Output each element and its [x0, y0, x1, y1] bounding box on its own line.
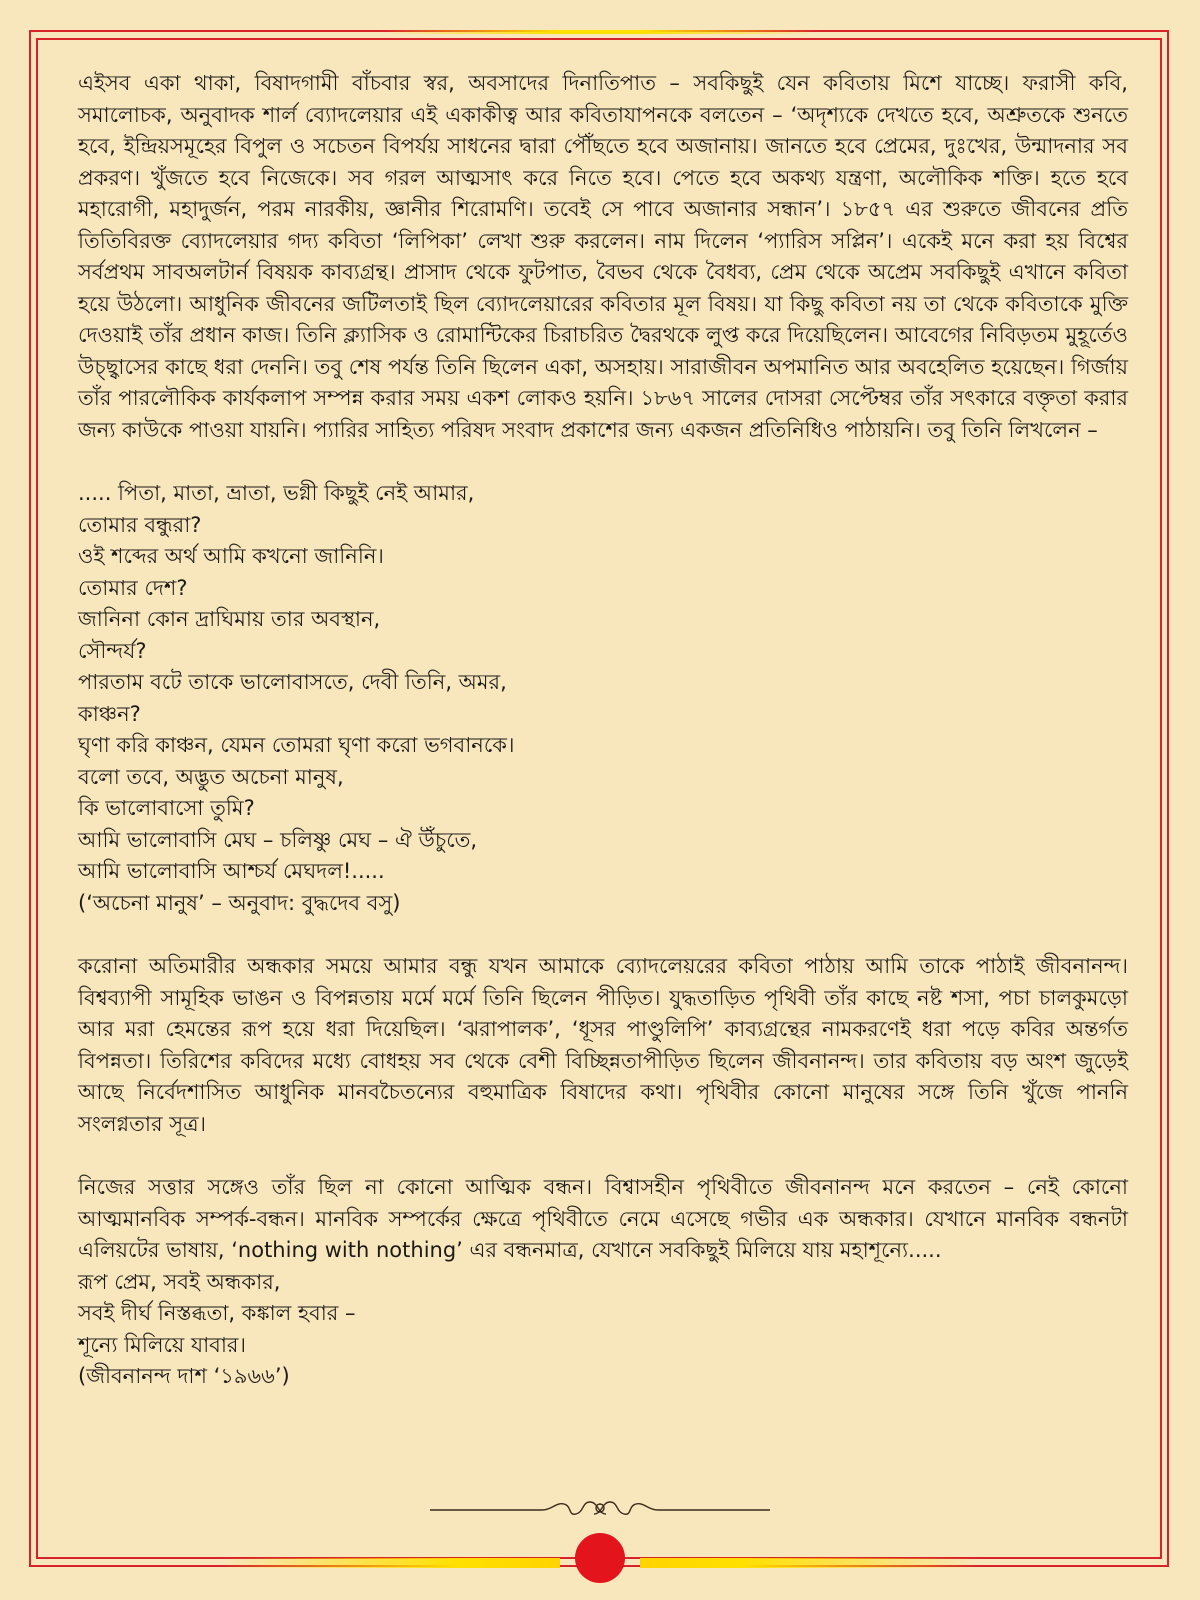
red-dot-ornament [575, 1533, 625, 1583]
verse-line: সৌন্দর্য? [78, 638, 147, 663]
paragraph-baudelaire: এইসব একা থাকা, বিষাদগামী বাঁচবার স্বর, অবসাদের দিনাতিপাত – সবকিছুই যেন কবিতায় মিশে যাচ্ছে। ফরাসী কবি, সমালোচক, অনুবাদক শার্ল ব্যোদলেয়ার এই একাকীত্ব আর কবিতাযাপনকে বলতেন – ‘অদৃশ্যকে দেখতে হবে, অশ্রুতকে শুনতে হবে, ইন্দ্রিয়সমূহের বিপুল ও সচেতন বিপর্যয় সাধনের দ্বারা পৌঁছতে হবে অজানায়। জানতে হবে প্রেমের, দুঃখের, উন্মাদনার সব প্রকরণ। খুঁজতে হবে নিজেকে। সব গরল আত্মসাৎ করে নিতে হবে। পেতে হবে অকথ্য যন্ত্রণা, অলৌকিক শক্তি। হতে হবে মহারোগী, মহাদুর্জন, পরম নারকীয়, জ্ঞানীর শিরোমণি। তবেই সে পাবে অজানার সন্ধান’। ১৮৫৭ এর শুরুতে জীবনের প্রতি তিতিবিরক্ত ব্যোদলেয়ার গদ্য কবিতা ‘লিপিকা’ লেখা শুরু করলেন। নাম দিলেন ‘প্যারিস সপ্লিন’। একেই মনে করা হয় বিশ্বের সর্বপ্রথম সাবঅলটার্ন বিষয়ক কাব্যগ্রন্থ। প্রাসাদ থেকে ফুটপাত, বৈভব থেকে বৈধব্য, প্রেম থেকে অপ্রেম সবকিছুই এখানে কবিতা হয়ে উঠলো। আধুনিক জীবনের জটিলতাই ছিল ব্যোদলেয়ারের কবিতার মূল বিষয়। যা কিছু কবিতা নয় তা থেকে কবিতাকে মুক্তি দেওয়াই তাঁর প্রধান কাজ। তিনি ক্ল্যাসিক ও রোমান্টিকের চিরাচরিত দ্বৈরথকে লুপ্ত করে দিয়েছিলেন। আবেগের নিবিড়তম মুহূর্তেও উচ্ছ্বাসের কাছে ধরা দেননি। তবু শেষ পর্যন্ত তিনি ছিলেন একা, অসহায়। সারাজীবন অপমানিত আর অবহেলিত হয়েছেন। গির্জায় তাঁর পারলৌকিক কার্যকলাপ সম্পন্ন করার সময় একশ লোকও হয়নি। ১৮৬৭ সালের দোসরা সেপ্টেম্বর তাঁর সৎকারে বক্তৃতা করার জন্য কাউকে পাওয়া যায়নি। প্যারির সাহিত্য পরিষদ সংবাদ প্রকাশের জন্য একজন প্রতিনিধিও পাঠায়নি। তবু তিনি লিখলেন – [78, 71, 1128, 442]
verse-line: বলো তবে, অদ্ভুত অচেনা মানুষ, [78, 764, 344, 789]
verse-line: শূন্যে মিলিয়ে যাবার। [78, 1332, 246, 1357]
verse-line: জানিনা কোন দ্রাঘিমায় তার অবস্থান, [78, 607, 381, 631]
flourish-ornament-icon [430, 1496, 770, 1520]
bottom-glow-left [220, 1558, 560, 1568]
verse-line: পারতাম বটে তাকে ভালোবাসতে, দেবী তিনি, অমর, [78, 670, 507, 694]
verse-line: আমি ভালোবাসি আশ্চর্য মেঘদল!..... [78, 859, 385, 883]
verse-line: ঘৃণা করি কাঞ্চন, যেমন তোমরা ঘৃণা করো ভগবানকে। [78, 733, 515, 757]
verse-citation: (‘অচেনা মানুষ’ – অনুবাদ: বুদ্ধদেব বসু) [78, 890, 401, 915]
verse-line: কাঞ্চন? [78, 701, 141, 726]
verse-line: কি ভালোবাসো তুমি? [78, 796, 255, 820]
verse-line: ..... পিতা, মাতা, ভ্রাতা, ভগ্নী কিছুই নেই আমার, [78, 481, 475, 505]
paragraph-jibanananda: করোনা অতিমারীর অন্ধকার সময়ে আমার বন্ধু যখন আমাকে ব্যোদলেয়রের কবিতা পাঠায় আমি তাকে পাঠাই জীবনানন্দ। বিশ্বব্যাপী সামূহিক ভাঙন ও বিপন্নতায় মর্মে মর্মে তিনি ছিলেন পীড়িত। যুদ্ধতাড়িত পৃথিবী তাঁর কাছে নষ্ট শসা, পচা চালকুমড়ো আর মরা হেমন্তের রূপ হয়ে ধরা দিয়েছিল। ‘ঝরাপালক’, ‘ধূসর পাণ্ডুলিপি’ কাব্যগ্রন্থের নামকরণেই ধরা পড়ে কবির অন্তর্গত বিপন্নতা। তিরিশের কবিদের মধ্যে বোধহয় সব থেকে বেশী বিচ্ছিন্নতাপীড়িত ছিলেন জীবনানন্দ। তার কবিতায় বড় অংশ জুড়েই আছে নির্বেদশাসিত আধুনিক মানবচৈতন্যের বহুমাত্রিক বিষাদের কথা। পৃথিবীর কোনো মানুষের সঙ্গে তিনি খুঁজে পাননি সংলগ্নতার সূত্র। [78, 954, 1128, 1136]
verse-line: তোমার দেশ? [78, 575, 188, 600]
verse-line: আমি ভালোবাসি মেঘ – চলিষ্ণু মেঘ – ঐ উঁচুতে, [78, 827, 478, 852]
verse-line: রূপ প্রেম, সবই অন্ধকার, [78, 1269, 281, 1294]
verse-jibanananda [78, 1267, 1128, 1393]
bottom-glow-right [640, 1558, 980, 1568]
verse-line: তোমার বন্ধুরা? [78, 512, 202, 537]
verse-baudelaire [78, 478, 1128, 919]
top-glow-decoration [380, 30, 820, 34]
paragraph-bond: নিজের সত্তার সঙ্গেও তাঁর ছিল না কোনো আত্মিক বন্ধন। বিশ্বাসহীন পৃথিবীতে জীবনানন্দ মনে করতেন – নেই কোনো আত্মমানবিক সম্পর্ক-বন্ধন। মানবিক সম্পর্কের ক্ষেত্রে পৃথিবীতে নেমে এসেছে গভীর এক অন্ধকার। যেখানে মানবিক বন্ধনটা এলিয়টের ভাষায়, ‘nothing with nothing’ এর বন্ধনমাত্র, যেখানে সবকিছুই মিলিয়ে যায় মহাশূন্যে..... [78, 1175, 1128, 1262]
verse-citation: (জীবনানন্দ দাশ ‘১৯৬৬’) [78, 1364, 290, 1388]
verse-line: সবই দীর্ঘ নিস্তব্ধতা, কঙ্কাল হবার – [78, 1301, 356, 1325]
verse-line: ওই শব্দের অর্থ আমি কখনো জানিনি। [78, 544, 384, 568]
article-body [78, 68, 1128, 1393]
